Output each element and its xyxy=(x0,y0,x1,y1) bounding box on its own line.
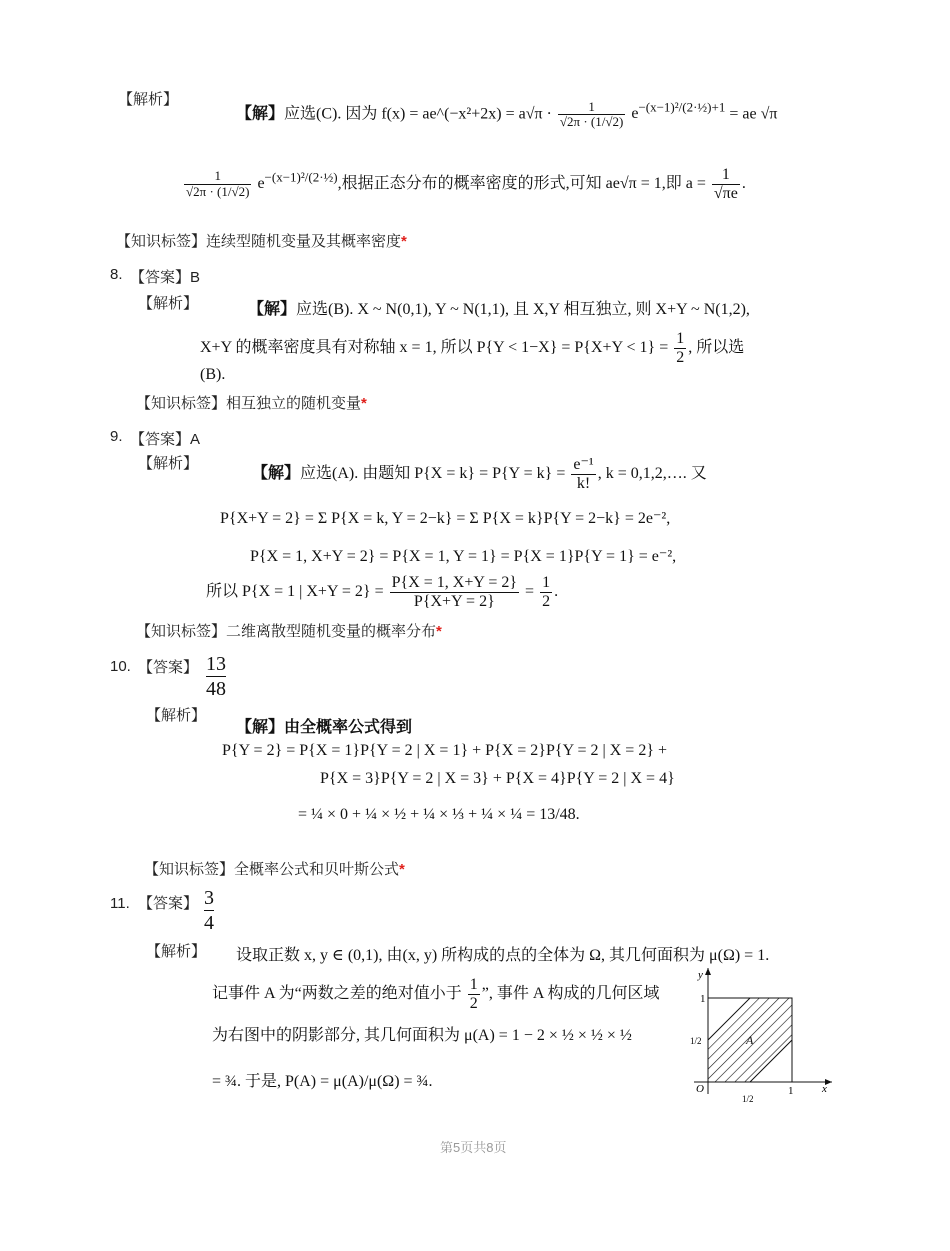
q11-line4: = ¾. 于是, P(A) = μ(A)/μ(Ω) = ¾. xyxy=(212,1073,433,1090)
q9-frac1: $\frac{\text{e⁻¹}}{k!}$ xyxy=(573,456,594,492)
q7-tag: 【知识标签】连续型随机变量及其概率密度* xyxy=(116,233,407,250)
q11-line3: 为右图中的阴影部分, 其几何面积为 μ(A) = 1 − 2 × ½ × ½ × ½ xyxy=(212,1027,632,1044)
q10-line3: = ¼ × 0 + ¼ × ½ + ¼ × ⅓ + ¼ × ¼ = 13/48. xyxy=(298,806,580,823)
q11-line1: 设取正数 x, y ∈ (0,1), 由(x, y) 所构成的点的全体为 Ω, 其几何面积为 μ(Ω) = 1. xyxy=(236,947,770,964)
q7-a-frac: $\frac{1}{√\pi e}$ xyxy=(713,166,738,202)
q11-answer-label: 【答案】 xyxy=(138,895,199,912)
q10-line2: P{X = 3}P{Y = 2 | X = 3} + P{X = 4}P{Y = 2 | X = 4} xyxy=(320,770,675,787)
q8-jiexi-label: 【解析】 xyxy=(138,295,199,312)
y-arrow-icon xyxy=(705,968,711,975)
q7-line1: 【解】应选(C). 因为 f(x) = ae^(−x²+2x) = a√π · $\frac{1}{√2\pi \cdot (1/√2)}$ $e^{-(x-1)^2/(2\cdot\frac{1}{2})+1}$ = ae √π xyxy=(236,99,778,130)
q11-answer-frac: $\frac{3}{4}$ xyxy=(204,887,214,934)
q9-line2: P{X+Y = 2} = Σ P{X = k, Y = 2−k} = Σ P{X = k}P{Y = 2−k} = 2e⁻², xyxy=(220,510,671,527)
q7-line2-text: ,根据正态分布的概率密度的形式,可知 ae√π = 1,即 a = xyxy=(337,174,706,192)
q9-frac3: $\frac{1}{2}$ xyxy=(542,574,551,610)
q10-jie: 【解】由全概率公式得到 xyxy=(236,719,413,736)
region-figure xyxy=(684,964,834,1109)
q9-tag: 【知识标签】二维离散型随机变量的概率分布* xyxy=(136,623,442,640)
q8-line2: X+Y 的概率密度具有对称轴 x = 1, 所以 P{Y < 1−X} = P{X+Y < 1} = $\frac{1}{2}$ , 所以选 xyxy=(200,330,745,366)
fig-x-one: 1 xyxy=(788,1085,794,1097)
fig-y-label: y xyxy=(698,969,703,981)
q10-line1: P{Y = 2} = P{X = 1}P{Y = 2 | X = 1} + P{X = 2}P{Y = 2 | X = 2} + xyxy=(222,742,668,759)
q8-line1: 【解】应选(B). X ~ N(0,1), Y ~ N(1,1), 且 X,Y 相互独立, 则 X+Y ~ N(1,2), xyxy=(248,301,750,318)
page-footer: 第5页共8页 xyxy=(440,1140,507,1155)
q8-tag: 【知识标签】相互独立的随机变量* xyxy=(136,395,367,412)
q11-frac: $\frac{1}{2}$ xyxy=(469,976,478,1012)
q11-jiexi-label: 【解析】 xyxy=(146,943,207,960)
q7-frac2: $\frac{1}{√2\pi \cdot (1/√2)}$ xyxy=(186,168,250,199)
q9-answer: 【答案】A xyxy=(130,431,201,448)
fig-x-half: 1/2 xyxy=(742,1094,754,1104)
q8-number: 8. xyxy=(110,266,123,283)
fig-y-half: 1/2 xyxy=(690,1036,702,1046)
q7-line1-text: 应选(C). 因为 f(x) = ae^(−x²+2x) = a√π · xyxy=(284,105,552,123)
q7-jie: 【解】 xyxy=(236,105,285,123)
q8-frac: $\frac{1}{2}$ xyxy=(676,330,685,366)
q8-answer: 【答案】B xyxy=(130,269,201,286)
q8-line3: (B). xyxy=(200,366,226,383)
q11-number: 11. xyxy=(110,895,130,912)
q9-number: 9. xyxy=(110,428,123,445)
q10-answer-frac: $\frac{13}{48}$ xyxy=(206,653,226,700)
fig-region-label: A xyxy=(746,1033,754,1047)
q10-jiexi-label: 【解析】 xyxy=(146,707,207,724)
q9-line1: 【解】应选(A). 由题知 P{X = k} = P{Y = k} = $\frac{\text{e⁻¹}}{k!}$ , k = 0,1,2,…. 又 xyxy=(252,456,707,492)
q7-line1-end: = ae √π xyxy=(729,105,778,123)
q7-line2: $\frac{1}{√2\pi \cdot (1/√2)}$ $e^{-(x-1)^2/(2\cdot\frac{1}{2})}$,根据正态分布的概率密度的形式,可知 ae√π = 1,即 a = $\frac{1}{√\pi e}$ . xyxy=(186,166,746,202)
fig-origin-label: O xyxy=(696,1083,704,1095)
q9-jiexi-label: 【解析】 xyxy=(138,455,199,472)
fig-y-one: 1 xyxy=(700,993,706,1005)
q10-tag: 【知识标签】全概率公式和贝叶斯公式* xyxy=(144,861,405,878)
q10-number: 10. xyxy=(110,658,131,675)
q11-line2: 记事件 A 为“两数之差的绝对值小于 $\frac{1}{2}$ ”, 事件 A 构成的几何区域 xyxy=(212,976,660,1012)
q9-frac2: $\frac{P\{X = 1, X+Y = 2\}}{P\{X+Y = 2\}}$ xyxy=(391,574,518,610)
q7-jiexi-label: 【解析】 xyxy=(118,91,179,108)
q10-answer-label: 【答案】 xyxy=(138,659,199,676)
q7-inner-frac: $\frac{1}{√2\pi \cdot (1/√2)}$ xyxy=(559,99,624,130)
fig-x-label: x xyxy=(822,1083,827,1095)
q9-line3: P{X = 1, X+Y = 2} = P{X = 1, Y = 1} = P{X = 1}P{Y = 1} = e⁻², xyxy=(250,548,677,565)
q9-line4: 所以 P{X = 1 | X+Y = 2} = $\frac{P\{X = 1, X+Y = 2\}}{P\{X+Y = 2\}}$ = $\frac{1}{2}$ . xyxy=(206,574,559,610)
